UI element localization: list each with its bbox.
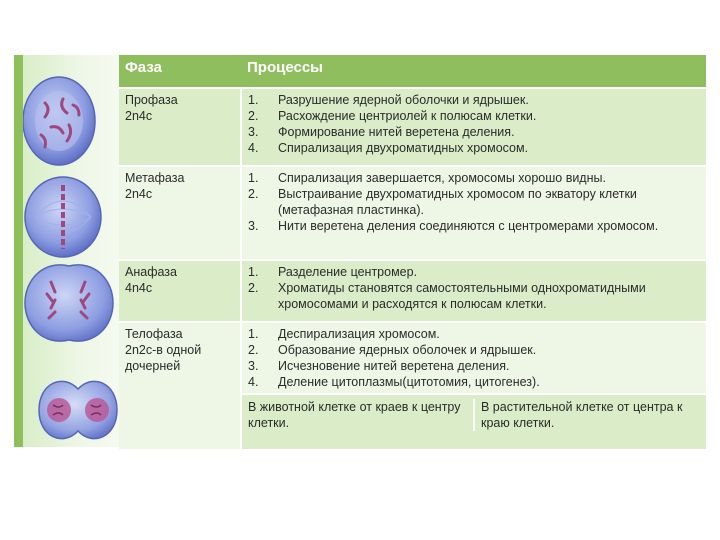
list-item: 4. Деление цитоплазмы(цитотомия, цитогенез). (248, 375, 540, 389)
process-list (248, 170, 700, 234)
metaphase-cell-illustration (23, 175, 103, 259)
process-cell (241, 322, 706, 394)
process-list (248, 92, 700, 156)
cytokinesis-cell (241, 394, 706, 450)
left-accent-strip (14, 55, 23, 447)
phase-cell (119, 260, 241, 322)
plant-cell-note: В растительной клетке от центра к краю клетки. (481, 400, 683, 430)
mitosis-phases-table (119, 55, 706, 451)
cell-illustrations-column (23, 55, 119, 447)
phase-name: Метафаза (125, 171, 185, 185)
list-item: 1. Спирализация завершается, хромосомы хорошо видны. (248, 171, 606, 185)
list-item: 1. Разделение центромер. (248, 265, 418, 279)
list-item: 2. Образование ядерных оболочек и ядрышек. (248, 343, 537, 357)
phase-formula: 2n4c (125, 187, 153, 201)
list-item: 2. Расхождение центриолей к полюсам клетки. (248, 109, 537, 123)
list-item: 3. Формирование нитей веретена деления. (248, 125, 515, 139)
process-cell (241, 88, 706, 166)
list-item: 1. Разрушение ядерной оболочки и ядрышек. (248, 93, 529, 107)
list-item: 2. Хроматиды становятся самостоятельными однохроматидными хромосомами и расходятся к полюсам клетки. (248, 281, 646, 311)
phase-name: Профаза (125, 93, 178, 107)
phase-formula: 4n4c (125, 281, 153, 295)
table-row-telophase (119, 322, 706, 394)
list-item: 1. Деспирализация хромосом. (248, 327, 440, 341)
phase-cell (119, 88, 241, 166)
animal-cell-note: В животной клетке от краев к центру клетки. (248, 399, 475, 431)
phase-name: Анафаза (125, 265, 177, 279)
phase-formula: 2n4c (125, 109, 153, 123)
phase-name: Телофаза (125, 327, 183, 341)
phase-cell (119, 166, 241, 260)
list-item: 4. Спирализация двухроматидных хромосом. (248, 141, 529, 155)
table-row-prophase (119, 88, 706, 166)
prophase-cell-illustration (23, 75, 99, 167)
phase-cell (119, 322, 241, 450)
table-row-metaphase (119, 166, 706, 260)
list-item: 2. Выстраивание двухроматидных хромосом по экватору клетки (метафазная пластинка). (248, 187, 637, 217)
cytokinesis-split (248, 399, 700, 431)
header-phase: Фаза (119, 55, 241, 88)
list-item: 3. Исчезновение нитей веретена деления. (248, 359, 510, 373)
phase-formula: 2n2c-в одной дочерней (125, 343, 202, 373)
table-row-anaphase (119, 260, 706, 322)
telophase-cell-illustration (37, 373, 119, 447)
process-cell (241, 260, 706, 322)
table-header-row (119, 55, 706, 88)
process-cell (241, 166, 706, 260)
slide (14, 55, 706, 447)
process-list (248, 264, 700, 312)
process-list (248, 326, 700, 390)
anaphase-cell-illustration (23, 260, 115, 346)
list-item: 3. Нити веретена деления соединяются с центромерами хромосом. (248, 219, 659, 233)
header-processes: Процессы (241, 55, 706, 88)
